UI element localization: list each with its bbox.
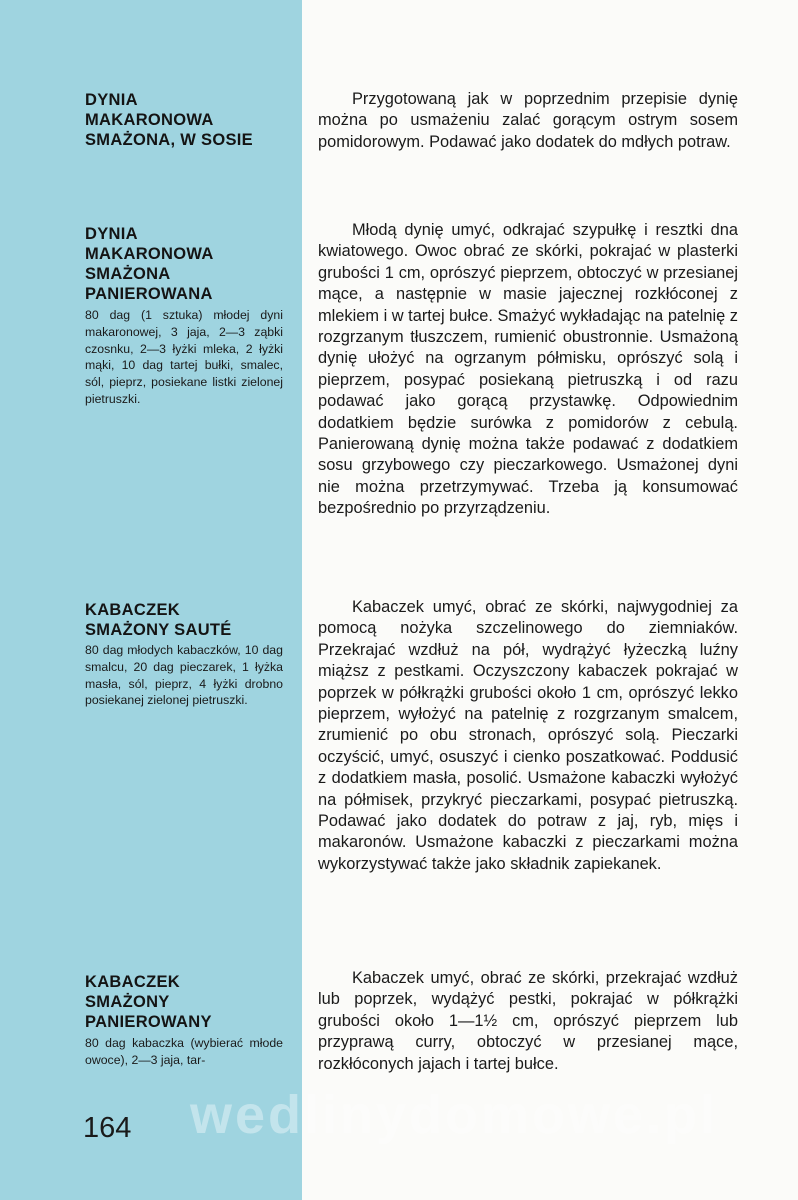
recipe-text-kabaczek-panierowany: Kabaczek umyć, obrać ze skórki, przekrajać wzdłuż lub poprzek, wydążyć pestki, pokrajać w półkrążki grubości około 1—1½ cm, oprószyć pieprzem lub przyprawą curry, obtoczyć w przesianej mące, rozkłóconych jajach i tartej bułce. bbox=[318, 969, 738, 1073]
recipe-text-dynia-w-sosie: Przygotowaną jak w poprzednim przepisie dynię można po usmażeniu zalać gorącym ostrym sosem pomidorowym. Podawać jako dodatek do mdłych potraw. bbox=[318, 90, 738, 151]
recipe-ingredients-dynia-panierowana: 80 dag (1 sztuka) młodej dyni makaronowej, 3 jaja, 2—3 ząbki czosnku, 2—3 łyżki mleka, 2 łyżki mąki, 10 dag tartej bułki, smalec, sól, pieprz, posiekane listki zielonej pietruszki. bbox=[85, 308, 283, 406]
recipe-title-dynia-panierowana: DYNIA MAKARONOWA SMAŻONA PANIEROWANA bbox=[85, 225, 214, 303]
recipe-text-dynia-panierowana: Młodą dynię umyć, odkrajać szypułkę i resztki dna kwiatowego. Owoc obrać ze skórki, pokrajać w plasterki grubości 1 cm, oprószyć pieprzem, obtoczyć w przesianej mące, a następnie w masie jajecznej rozkłóconej z mlekiem i w tartej bułce. Smażyć wykładając na patelnię z rozgrzanym tłuszczem, rumienić obustronnie. Usmażoną dynię ułożyć na ogrzanym półmisku, oprószyć solą i pieprzem, posypać posiekaną pietruszką i od razu podawać jako gorącą przystawkę. Odpowiednim dodatkiem będzie surówka z pomidorów z cebulą. Panierowaną dynię można także podawać z dodatkiem sosu grzybowego czy pieczarkowego. Usmażonej dyni nie można przetrzymywać. Trzeba ją konsumować bezpośrednio po przyrządzeniu. bbox=[318, 221, 738, 518]
recipe-text-kabaczek-saute: Kabaczek umyć, obrać ze skórki, najwygodniej za pomocą nożyka szczelinowego do ziemniaków. Przekrajać wzdłuż na pół, wydrążyć łyżeczką luźny miąższ z pestkami. Oczyszczony kabaczek pokrajać w poprzek w półkrążki grubości około 1 cm, oprószyć lekko pieprzem, wyłożyć na patelnię z rozgrzanym smalcem, zrumienić po obu stronach, oprószyć solą. Pieczarki oczyścić, umyć, osuszyć i cienko poszatkować. Poddusić z dodatkiem masła, posolić. Usmażone kabaczki wyłożyć na półmisek, przykryć pieczarkami, posypać pietruszką. Podawać jako dodatek do potraw z jaj, ryb, mięs i makaronów. Usmażone kabaczki z pieczarkami można wykorzystywać także jako składnik zapiekanek. bbox=[318, 598, 738, 873]
recipe-ingredients-kabaczek-saute: 80 dag młodych kabaczków, 10 dag smalcu, 20 dag pieczarek, 1 łyżka masła, sól, pieprz, 4 łyżki drobno posiekanej zielonej pietruszki. bbox=[85, 643, 283, 708]
recipe-title-kabaczek-panierowany: KABACZEK SMAŻONY PANIEROWANY bbox=[85, 973, 212, 1031]
page-number: 164 bbox=[83, 1112, 132, 1144]
recipe-title-kabaczek-saute: KABACZEK SMAŻONY SAUTÉ bbox=[85, 601, 232, 639]
recipe-title-dynia-w-sosie: DYNIA MAKARONOWA SMAŻONA, W SOSIE bbox=[85, 91, 253, 149]
watermark: wedlinydomowe.pl bbox=[190, 1085, 719, 1145]
recipe-ingredients-kabaczek-panierowany: 80 dag kabaczka (wybierać młode owoce), 2—3 jaja, tar- bbox=[85, 1036, 283, 1067]
